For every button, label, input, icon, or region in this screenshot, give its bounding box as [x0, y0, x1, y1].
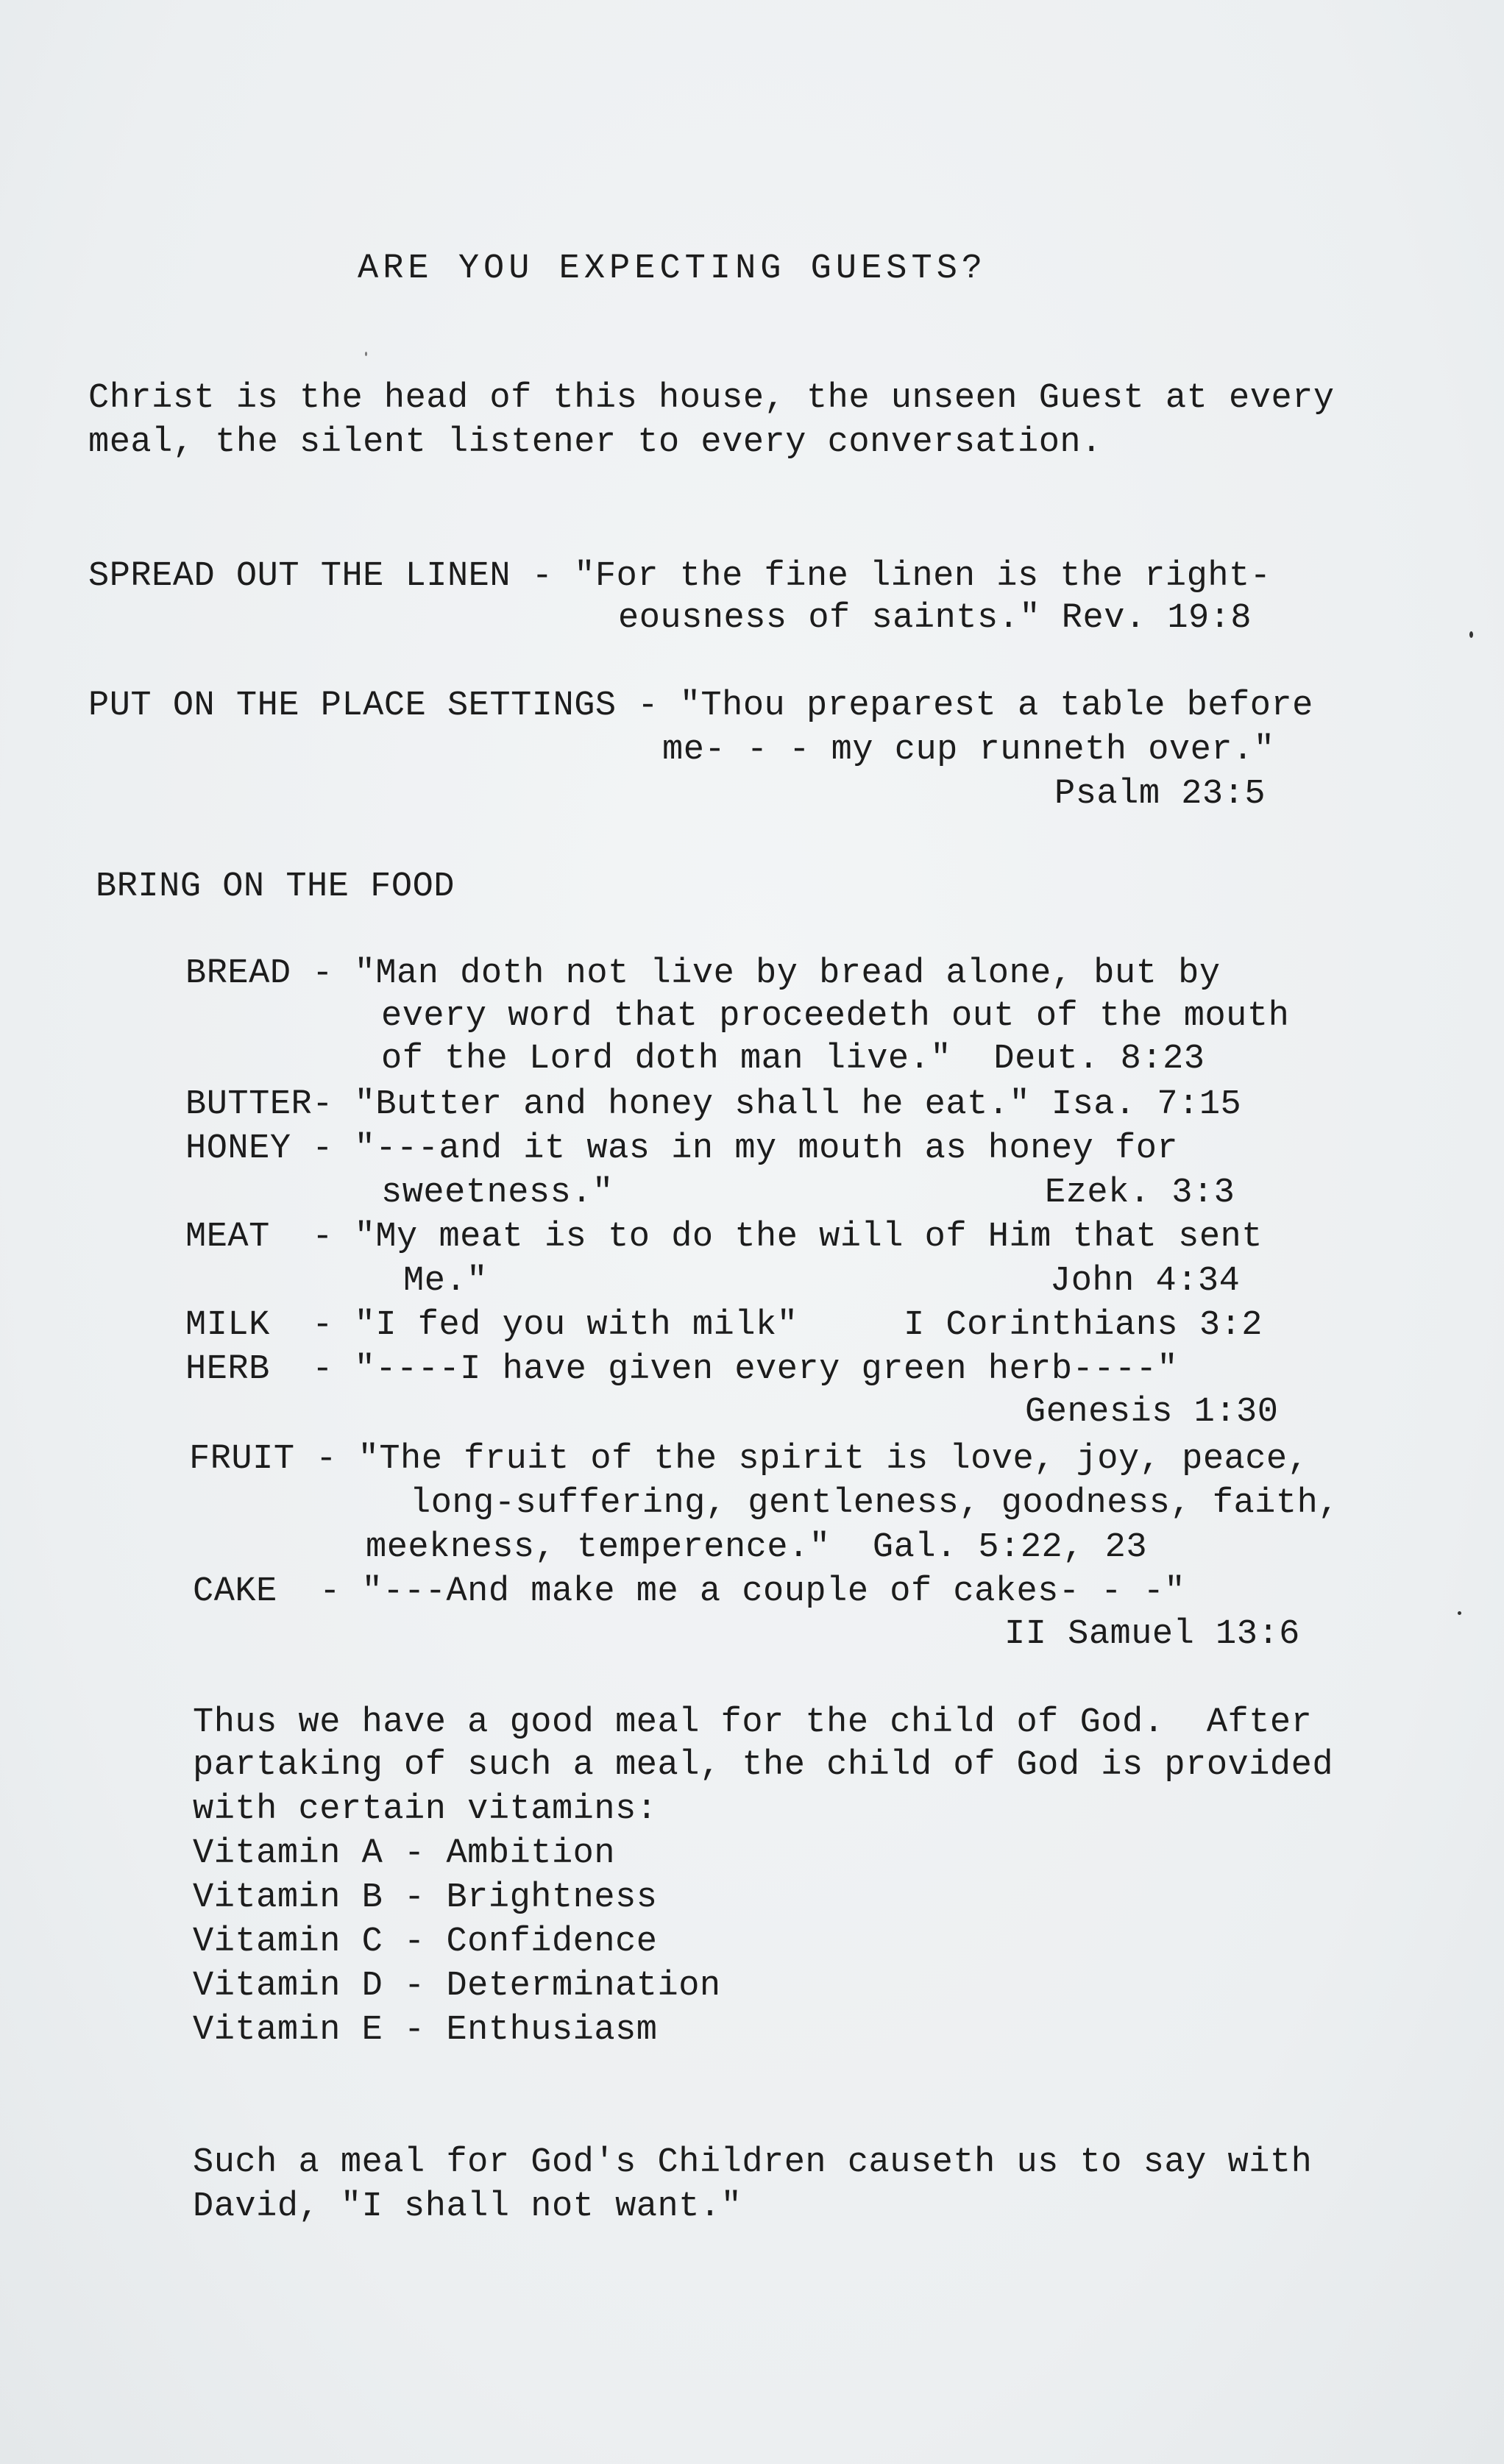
vitamin-item: Vitamin D - Determination [193, 1967, 721, 2006]
honey-line: HONEY - "---and it was in my mouth as honey for [185, 1129, 1179, 1168]
meat-line: Me." [403, 1262, 488, 1301]
fruit-line: FRUIT - "The fruit of the spirit is love, joy, peace, [189, 1440, 1309, 1479]
page-title: ARE YOU EXPECTING GUESTS? [358, 249, 987, 288]
place-settings-reference: Psalm 23:5 [1054, 775, 1266, 814]
bread-line: of the Lord doth man live." Deut. 8:23 [381, 1040, 1205, 1079]
vitamin-item: Vitamin E - Enthusiasm [193, 2011, 658, 2050]
herb-line: HERB - "----I have given every green herb----" [185, 1350, 1179, 1389]
bread-line: every word that proceedeth out of the mouth [381, 997, 1290, 1036]
honey-reference: Ezek. 3:3 [1045, 1174, 1235, 1213]
vitamin-item: Vitamin C - Confidence [193, 1922, 658, 1961]
cake-line: CAKE - "---And make me a couple of cakes- - -" [193, 1572, 1186, 1611]
bread-line: BREAD - "Man doth not live by bread alone, but by [185, 954, 1221, 993]
place-settings-line: me- - - my cup runneth over." [662, 731, 1275, 770]
milk-line: MILK - "I fed you with milk" I Corinthians 3:2 [185, 1306, 1263, 1345]
closing-line: Such a meal for God's Children causeth us to say with [193, 2143, 1313, 2182]
herb-reference: Genesis 1:30 [1025, 1393, 1279, 1432]
vitamin-item: Vitamin B - Brightness [193, 1878, 658, 1917]
fruit-line: long-suffering, gentleness, goodness, faith, [410, 1484, 1340, 1523]
butter-line: BUTTER- "Butter and honey shall he eat." Isa. 7:15 [185, 1085, 1242, 1124]
conclusion-line: partaking of such a meal, the child of God is provided [193, 1746, 1334, 1785]
linen-line: SPREAD OUT THE LINEN - "For the fine linen is the right- [88, 557, 1271, 596]
meat-reference: John 4:34 [1050, 1262, 1241, 1301]
paper-speck [1469, 631, 1473, 638]
cake-reference: II Samuel 13:6 [1004, 1615, 1300, 1654]
food-heading: BRING ON THE FOOD [96, 867, 455, 906]
conclusion-line: with certain vitamins: [193, 1790, 658, 1829]
vitamin-item: Vitamin A - Ambition [193, 1834, 616, 1873]
place-settings-line: PUT ON THE PLACE SETTINGS - "Thou preparest a table before [88, 686, 1313, 725]
paper-speck [1458, 1611, 1461, 1615]
honey-line: sweetness." [381, 1174, 614, 1213]
closing-line: David, "I shall not want." [193, 2187, 742, 2226]
intro-line: Christ is the head of this house, the unseen Guest at every [88, 379, 1335, 418]
conclusion-line: Thus we have a good meal for the child of God. After [193, 1703, 1313, 1742]
fruit-line: meekness, temperence." Gal. 5:22, 23 [366, 1528, 1148, 1567]
intro-line: meal, the silent listener to every conversation. [88, 423, 1102, 462]
paper-speck [365, 352, 367, 356]
linen-line: eousness of saints." Rev. 19:8 [618, 599, 1252, 638]
meat-line: MEAT - "My meat is to do the will of Him that sent [185, 1218, 1263, 1257]
